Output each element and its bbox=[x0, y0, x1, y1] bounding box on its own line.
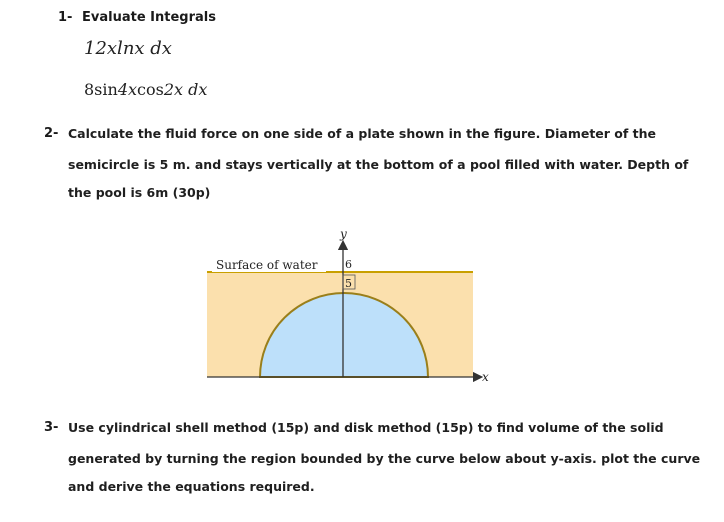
problem-2-line-1: Calculate the fluid force on one side of a plate shown in the figure. Diameter of the bbox=[68, 126, 657, 141]
problem-3-line-2: generated by turning the region bounded by the curve below about y-axis. plot the curve bbox=[68, 451, 701, 466]
integral-b-prefix: 8sin bbox=[84, 80, 118, 99]
integral-b-mid: cos bbox=[137, 80, 164, 99]
problem-2-number: 2- bbox=[44, 126, 59, 141]
x-axis-label: x bbox=[482, 370, 489, 384]
problem-1-heading: Evaluate Integrals bbox=[82, 10, 216, 25]
integral-b-arg1: 4x bbox=[117, 80, 138, 99]
problem-3-text bbox=[68, 414, 700, 500]
surface-label: Surface of water bbox=[216, 258, 318, 272]
problem-3-line-3: and derive the equations required. bbox=[68, 479, 315, 494]
problem-2-line-2: semicircle is 5 m. and stays vertically at the bottom of a pool filled with water. Depth of bbox=[68, 157, 689, 172]
problem-3-line-1: Use cylindrical shell method (15p) and disk method (15p) to find volume of the solid bbox=[68, 420, 664, 435]
y-axis-label: y bbox=[340, 227, 347, 241]
problem-1-number: 1- bbox=[58, 10, 73, 25]
integral-a: 12xlnx dx bbox=[84, 38, 172, 59]
integral-b-suffix: dx bbox=[183, 80, 208, 99]
problem-3-number: 3- bbox=[44, 420, 59, 435]
problem-2-line-3: the pool is 6m (30p) bbox=[68, 185, 211, 200]
radius-label: 5 bbox=[345, 277, 352, 290]
integral-b-arg2: 2x bbox=[163, 80, 184, 99]
depth-label: 6 bbox=[345, 258, 352, 271]
